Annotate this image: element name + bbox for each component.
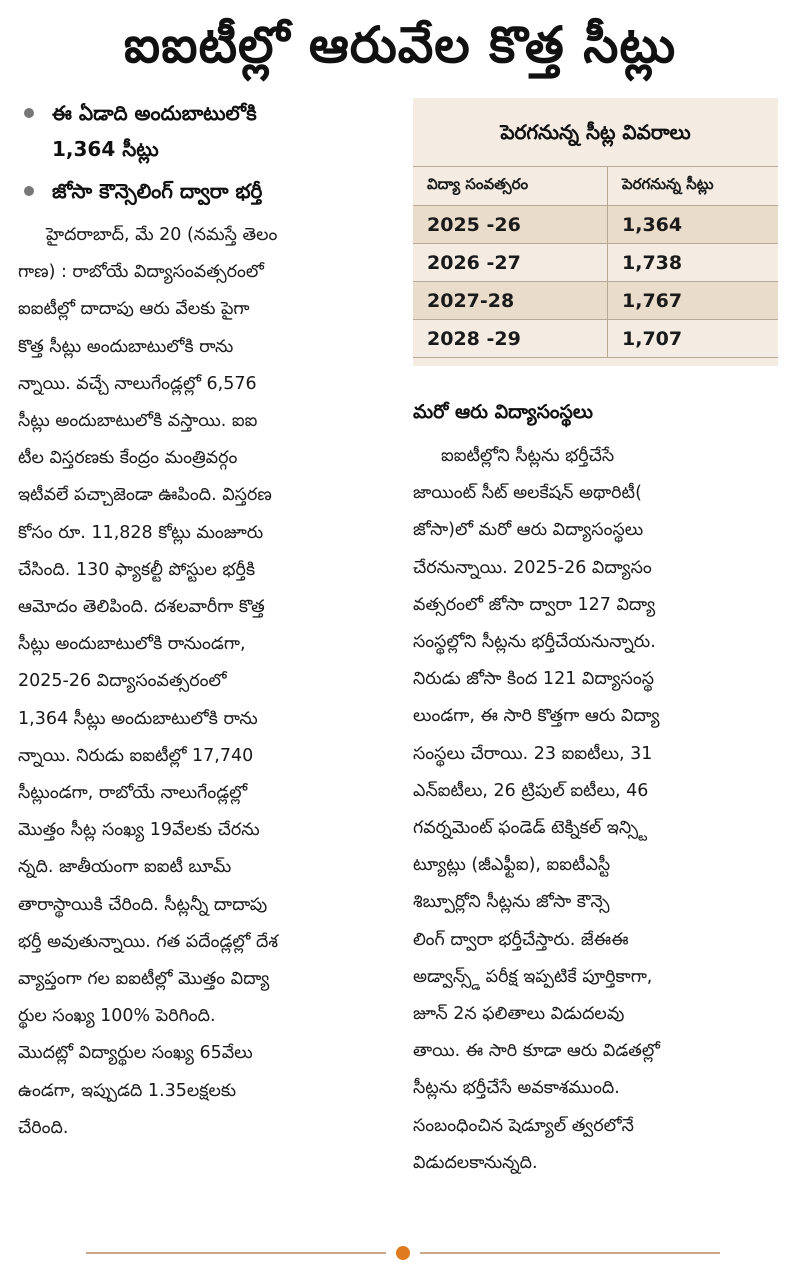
bullet-line: జోసా కౌన్సెలింగ్ ద్వారా భర్తీ bbox=[52, 179, 263, 203]
body-line: ర్థుల సంఖ్య 100% పెరిగింది. bbox=[18, 1006, 216, 1027]
body-line: ఉండగా, ఇప్పుడది 1.35లక్షలకు bbox=[18, 1080, 237, 1101]
body-line: జోసా)లో మరో ఆరు విద్యాసంస్థలు bbox=[413, 520, 644, 541]
body-line: విడుదలకానున్నది. bbox=[413, 1152, 538, 1173]
body-line: శిబ్పూర్లోని సీట్లను జోసా కౌన్సె bbox=[413, 892, 610, 913]
footer-rule-right bbox=[420, 1252, 720, 1254]
body-line: లింగ్ ద్వారా భర్తీచేస్తారు. జేఈఈ bbox=[413, 929, 629, 950]
body-line: చేసింది. 130 ఫ్యాకల్టీ పోస్టుల భర్తీకి bbox=[18, 559, 256, 580]
body-line: గాణ) : రాబోయే విద్యాసంవత్సరంలో bbox=[18, 262, 264, 283]
seats-table bbox=[413, 166, 778, 358]
article-body-right bbox=[413, 438, 778, 1182]
body-line: సంబంధించిన షెడ్యూల్ త్వరలోనే bbox=[413, 1115, 634, 1136]
body-line: ఇటీవలే పచ్చాజెండా ఊపింది. విస్తరణ bbox=[18, 485, 272, 506]
table-row bbox=[413, 244, 778, 282]
table-cell-seats: 1,738 bbox=[608, 244, 779, 282]
body-line: టీల విస్తరణకు కేంద్రం మంత్రివర్గం bbox=[18, 448, 238, 469]
body-line: ఎన్ఐటీలు, 26 ట్రిపుల్ ఐటీలు, 46 bbox=[413, 780, 649, 801]
table-row bbox=[413, 320, 778, 358]
article-body-left bbox=[18, 217, 390, 1147]
body-line: 2025-26 విద్యాసంవత్సరంలో bbox=[18, 671, 227, 692]
table-cell-year: 2026 -27 bbox=[413, 244, 608, 282]
highlight-bullet bbox=[18, 173, 390, 209]
body-line: ఆమోదం తెలిపింది. దశలవారీగా కొత్త bbox=[18, 597, 265, 618]
bullet-dot-icon bbox=[24, 108, 34, 118]
body-line: జూన్ 2న ఫలితాలు విడుదలవు bbox=[413, 1004, 625, 1025]
body-line: సీట్లను భర్తీచేసే అవకాశముంది. bbox=[413, 1078, 620, 1099]
body-line: హైదరాబాద్, మే 20 (నమస్తే తెలం bbox=[46, 225, 278, 245]
table-header-year: విద్యా సంవత్సరం bbox=[413, 167, 608, 206]
body-line: ఐఐటీల్లోని సీట్లను భర్తీచేసే bbox=[441, 446, 615, 466]
body-line: జాయింట్ సీట్ అలకేషన్ అథారిటీ( bbox=[413, 483, 642, 504]
bullet-dot-icon bbox=[24, 186, 34, 196]
body-line: ట్యూట్లు (జీఎఫ్టీఐ), ఐఐటీఎస్టీ bbox=[413, 855, 611, 876]
body-line: నిరుడు జోసా కింద 121 విద్యాసంస్థ bbox=[413, 669, 654, 690]
table-header-row bbox=[413, 167, 778, 206]
body-line: 1,364 సీట్లు అందుబాటులోకి రాను bbox=[18, 708, 258, 729]
table-cell-seats: 1,767 bbox=[608, 282, 779, 320]
body-line: సీట్లుండగా, రాబోయే నాలుగేండ్లల్లో bbox=[18, 783, 248, 804]
table-title: పెరగనున్న సీట్ల వివరాలు bbox=[500, 120, 691, 144]
table-cell-seats: 1,364 bbox=[608, 206, 779, 244]
table-cell-seats: 1,707 bbox=[608, 320, 779, 358]
table-header-seats: పెరగనున్న సీట్లు bbox=[608, 167, 779, 206]
body-line: న్నది. జాతీయంగా ఐఐటీ బూమ్ bbox=[18, 857, 232, 878]
body-line: లుండగా, ఈ సారి కొత్తగా ఆరు విద్యా bbox=[413, 706, 660, 727]
body-line: కోసం రూ. 11,828 కోట్లు మంజూరు bbox=[18, 522, 264, 543]
left-column bbox=[18, 95, 390, 1147]
body-line: మొదట్లో విద్యార్థుల సంఖ్య 65వేలు bbox=[18, 1043, 253, 1064]
body-line: తారాస్థాయికి చేరింది. సీట్లన్నీ దాదాపు bbox=[18, 894, 268, 915]
body-line: సీట్లు అందుబాటులోకి వస్తాయి. ఐఐ bbox=[18, 411, 258, 432]
seats-table-box bbox=[413, 98, 778, 366]
body-line: న్నాయి. వచ్చే నాలుగేండ్లల్లో 6,576 bbox=[18, 373, 257, 394]
body-line: సంస్థలు చేరాయి. 23 ఐఐటీలు, 31 bbox=[413, 743, 653, 764]
bullet-line: 1,364 సీట్లు bbox=[52, 137, 159, 161]
body-line: చేరింది. bbox=[18, 1117, 69, 1138]
footer-dot-icon bbox=[396, 1246, 410, 1260]
body-line: కొత్త సీట్లు అందుబాటులోకి రాను bbox=[18, 336, 234, 357]
body-line: అడ్వాన్స్డ్ పరీక్ష ఇప్పటికే పూర్తికాగా, bbox=[413, 966, 653, 987]
footer-rule-left bbox=[86, 1252, 386, 1254]
body-line: గవర్నమెంట్ ఫండెడ్ టెక్నికల్ ఇన్స్టి bbox=[413, 818, 648, 839]
body-line: భర్తీ అవుతున్నాయి. గత పదేండ్లల్లో దేశ bbox=[18, 931, 278, 952]
right-column bbox=[413, 98, 778, 1182]
table-cell-year: 2027-28 bbox=[413, 282, 608, 320]
body-line: మొత్తం సీట్ల సంఖ్య 19వేలకు చేరను bbox=[18, 820, 260, 841]
body-line: ఐఐటీల్లో దాదాపు ఆరు వేలకు పైగా bbox=[18, 299, 250, 320]
body-line: వత్సరంలో జోసా ద్వారా 127 విద్యా bbox=[413, 594, 656, 615]
body-line: న్నాయి. నిరుడు ఐఐటీల్లో 17,740 bbox=[18, 745, 254, 766]
sub-heading: మరో ఆరు విద్యాసంస్థలు bbox=[413, 401, 593, 423]
highlight-bullet bbox=[18, 95, 390, 167]
article-headline: ఐఐటీల్లో ఆరువేల కొత్త సీట్లు bbox=[123, 16, 677, 74]
bullet-line: ఈ ఏడాది అందుబాటులోకి bbox=[52, 101, 257, 125]
table-cell-year: 2025 -26 bbox=[413, 206, 608, 244]
body-line: సీట్లు అందుబాటులోకి రానుండగా, bbox=[18, 634, 246, 655]
table-row bbox=[413, 206, 778, 244]
body-line: వ్యాప్తంగా గల ఐఐటీల్లో మొత్తం విద్యా bbox=[18, 969, 270, 990]
table-cell-year: 2028 -29 bbox=[413, 320, 608, 358]
body-line: సంస్థల్లోని సీట్లను భర్తీచేయనున్నారు. bbox=[413, 632, 656, 653]
body-line: చేరనున్నాయి. 2025-26 విద్యాసం bbox=[413, 557, 652, 578]
table-row bbox=[413, 282, 778, 320]
body-line: తాయి. ఈ సారి కూడా ఆరు విడతల్లో bbox=[413, 1041, 660, 1062]
